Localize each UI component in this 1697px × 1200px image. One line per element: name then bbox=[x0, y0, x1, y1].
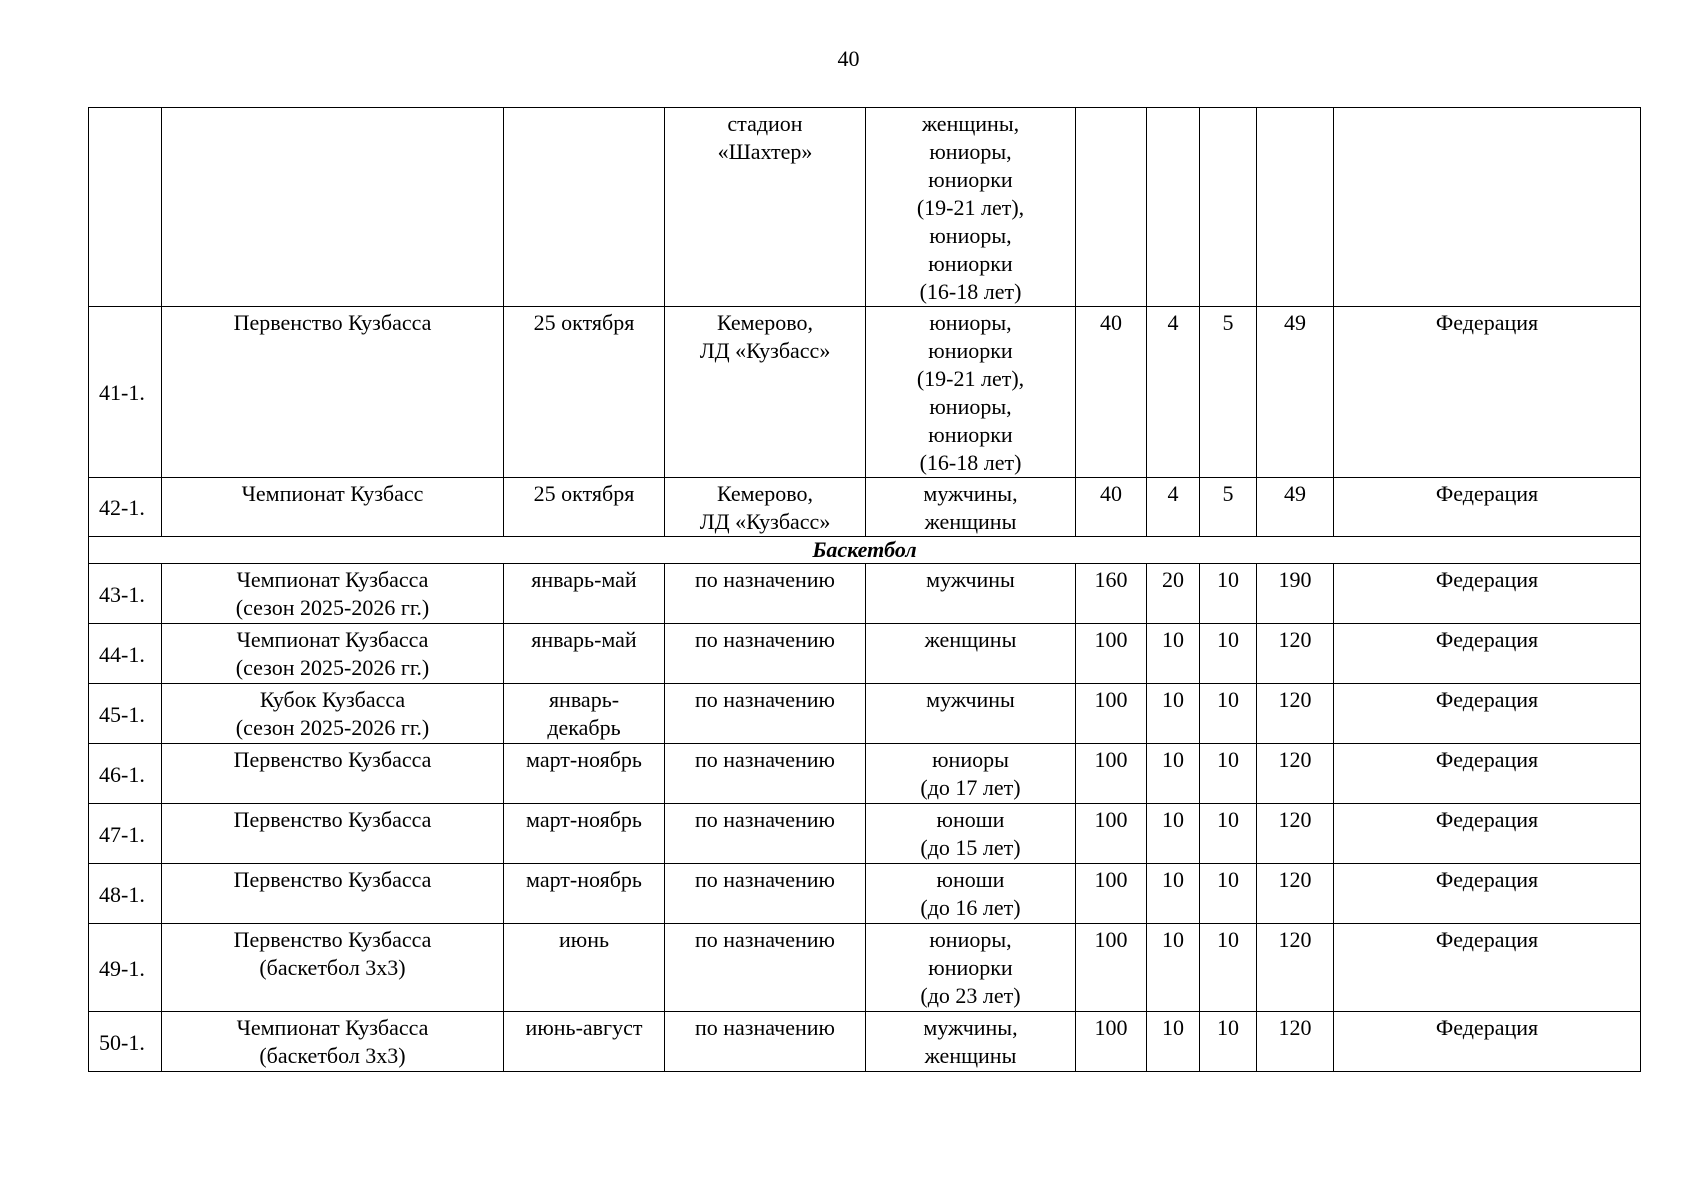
event-place-line: ЛД «Кузбасс» bbox=[699, 338, 831, 363]
event-participants bbox=[866, 804, 1076, 864]
event-date-line: январь- bbox=[548, 687, 620, 712]
count-total: 120 bbox=[1257, 744, 1334, 804]
event-name-line: Первенство Кузбасса bbox=[233, 807, 432, 832]
event-date bbox=[504, 804, 665, 864]
event-participants-line: юниорки bbox=[928, 167, 1013, 192]
count-coaches: 10 bbox=[1147, 624, 1200, 684]
event-date bbox=[504, 744, 665, 804]
event-name bbox=[162, 108, 504, 307]
count-judges: 10 bbox=[1200, 804, 1257, 864]
event-date-line: март-ноябрь bbox=[526, 747, 642, 772]
row-number: 50-1. bbox=[89, 1012, 162, 1072]
event-place bbox=[665, 1012, 866, 1072]
event-place bbox=[665, 804, 866, 864]
count-judges: 10 bbox=[1200, 864, 1257, 924]
count-total: 120 bbox=[1257, 624, 1334, 684]
event-participants-line: (до 23 лет) bbox=[920, 983, 1021, 1008]
count-judges: 10 bbox=[1200, 924, 1257, 1012]
count-judges bbox=[1200, 108, 1257, 307]
count-total: 49 bbox=[1257, 478, 1334, 537]
event-place-line: по назначению bbox=[695, 807, 835, 832]
event-date-line: январь-май bbox=[531, 567, 637, 592]
count-coaches: 4 bbox=[1147, 478, 1200, 537]
event-name-line: (сезон 2025-2026 гг.) bbox=[235, 595, 430, 620]
section-title: Баскетбол bbox=[89, 537, 1641, 564]
count-coaches: 10 bbox=[1147, 1012, 1200, 1072]
event-place-line: по назначению bbox=[695, 1015, 835, 1040]
event-participants-line: юниоры, bbox=[929, 223, 1012, 248]
event-place bbox=[665, 478, 866, 537]
event-date-line: январь-май bbox=[531, 627, 637, 652]
event-name bbox=[162, 684, 504, 744]
count-athletes: 160 bbox=[1076, 564, 1147, 624]
event-name-line: Первенство Кузбасса bbox=[233, 927, 432, 952]
event-name-line: Первенство Кузбасса bbox=[233, 310, 432, 335]
count-total: 120 bbox=[1257, 864, 1334, 924]
count-judges: 10 bbox=[1200, 624, 1257, 684]
event-date bbox=[504, 1012, 665, 1072]
count-total: 120 bbox=[1257, 1012, 1334, 1072]
event-place-line: по назначению bbox=[695, 747, 835, 772]
event-participants-line: мужчины bbox=[926, 687, 1015, 712]
event-participants-line: (16-18 лет) bbox=[919, 450, 1022, 475]
event-participants bbox=[866, 108, 1076, 307]
event-place-line: по назначению bbox=[695, 927, 835, 952]
event-organizer: Федерация bbox=[1334, 1012, 1641, 1072]
event-participants-line: женщины bbox=[924, 509, 1017, 534]
count-coaches: 10 bbox=[1147, 924, 1200, 1012]
event-name-line: Кубок Кузбасса bbox=[259, 687, 406, 712]
event-place bbox=[665, 108, 866, 307]
event-name bbox=[162, 924, 504, 1012]
event-organizer: Федерация bbox=[1334, 564, 1641, 624]
count-athletes: 40 bbox=[1076, 307, 1147, 478]
event-place-line: ЛД «Кузбасс» bbox=[699, 509, 831, 534]
event-participants-line: юниоры, bbox=[929, 394, 1012, 419]
event-participants-line: юниоры, bbox=[929, 310, 1012, 335]
table-row bbox=[89, 864, 1641, 924]
event-date bbox=[504, 624, 665, 684]
event-participants-line: юниоры, bbox=[929, 139, 1012, 164]
event-place-line: Кемерово, bbox=[716, 481, 814, 506]
table-row bbox=[89, 1012, 1641, 1072]
event-date-line: март-ноябрь bbox=[526, 807, 642, 832]
count-coaches: 4 bbox=[1147, 307, 1200, 478]
row-number: 49-1. bbox=[89, 924, 162, 1012]
event-name bbox=[162, 804, 504, 864]
event-participants-line: юниорки bbox=[928, 955, 1013, 980]
event-date-line: 25 октября bbox=[533, 310, 635, 335]
row-number: 42-1. bbox=[89, 478, 162, 537]
event-organizer: Федерация bbox=[1334, 684, 1641, 744]
event-name-line: (сезон 2025-2026 гг.) bbox=[235, 715, 430, 740]
event-participants-line: (19-21 лет), bbox=[916, 366, 1025, 391]
event-name-line: Первенство Кузбасса bbox=[233, 747, 432, 772]
event-place bbox=[665, 684, 866, 744]
event-name bbox=[162, 1012, 504, 1072]
event-participants bbox=[866, 924, 1076, 1012]
event-participants bbox=[866, 864, 1076, 924]
event-place-line: стадион bbox=[727, 111, 803, 136]
count-judges: 10 bbox=[1200, 1012, 1257, 1072]
count-judges: 10 bbox=[1200, 684, 1257, 744]
event-date bbox=[504, 924, 665, 1012]
event-name bbox=[162, 744, 504, 804]
event-place-line: Кемерово, bbox=[716, 310, 814, 335]
event-date bbox=[504, 864, 665, 924]
event-participants-line: (16-18 лет) bbox=[919, 279, 1022, 304]
event-participants bbox=[866, 307, 1076, 478]
row-number bbox=[89, 108, 162, 307]
event-name bbox=[162, 624, 504, 684]
event-date-line: июнь-август bbox=[525, 1015, 643, 1040]
event-participants bbox=[866, 624, 1076, 684]
event-organizer: Федерация bbox=[1334, 804, 1641, 864]
event-date bbox=[504, 684, 665, 744]
event-participants-line: (до 16 лет) bbox=[920, 895, 1021, 920]
count-judges: 5 bbox=[1200, 478, 1257, 537]
section-basketball bbox=[89, 537, 1641, 564]
event-organizer: Федерация bbox=[1334, 307, 1641, 478]
count-total: 49 bbox=[1257, 307, 1334, 478]
event-name-line: (баскетбол 3х3) bbox=[259, 955, 406, 980]
count-coaches: 20 bbox=[1147, 564, 1200, 624]
event-name-line: Чемпионат Кузбасса bbox=[236, 627, 429, 652]
event-place bbox=[665, 624, 866, 684]
event-participants-line: юниоры bbox=[932, 747, 1009, 772]
event-name-line: (баскетбол 3х3) bbox=[259, 1043, 406, 1068]
table-body-lower bbox=[89, 564, 1641, 1072]
event-name-line: (сезон 2025-2026 гг.) bbox=[235, 655, 430, 680]
count-athletes: 40 bbox=[1076, 478, 1147, 537]
event-date-line: июнь bbox=[558, 927, 609, 952]
event-date bbox=[504, 307, 665, 478]
table-row bbox=[89, 684, 1641, 744]
page-number: 40 bbox=[837, 46, 860, 71]
event-name-line: Чемпионат Кузбасса bbox=[236, 567, 429, 592]
event-organizer: Федерация bbox=[1334, 744, 1641, 804]
event-participants-line: (19-21 лет), bbox=[916, 195, 1025, 220]
count-athletes: 100 bbox=[1076, 1012, 1147, 1072]
count-total: 190 bbox=[1257, 564, 1334, 624]
event-participants bbox=[866, 684, 1076, 744]
count-coaches: 10 bbox=[1147, 684, 1200, 744]
row-number: 44-1. bbox=[89, 624, 162, 684]
event-organizer: Федерация bbox=[1334, 624, 1641, 684]
event-place-line: по назначению bbox=[695, 687, 835, 712]
count-athletes: 100 bbox=[1076, 744, 1147, 804]
count-coaches: 10 bbox=[1147, 864, 1200, 924]
event-date-line: 25 октября bbox=[533, 481, 635, 506]
event-participants bbox=[866, 478, 1076, 537]
row-number: 47-1. bbox=[89, 804, 162, 864]
table-row bbox=[89, 564, 1641, 624]
event-place bbox=[665, 744, 866, 804]
event-name bbox=[162, 564, 504, 624]
table-row bbox=[89, 924, 1641, 1012]
count-judges: 10 bbox=[1200, 744, 1257, 804]
event-participants-line: юниорки bbox=[928, 338, 1013, 363]
row-number: 45-1. bbox=[89, 684, 162, 744]
row-number: 41-1. bbox=[89, 307, 162, 478]
event-place bbox=[665, 924, 866, 1012]
count-judges: 5 bbox=[1200, 307, 1257, 478]
count-total: 120 bbox=[1257, 804, 1334, 864]
event-date bbox=[504, 564, 665, 624]
event-participants-line: мужчины, bbox=[923, 1015, 1018, 1040]
count-athletes: 100 bbox=[1076, 624, 1147, 684]
event-place bbox=[665, 864, 866, 924]
count-coaches bbox=[1147, 108, 1200, 307]
event-name bbox=[162, 864, 504, 924]
event-organizer: Федерация bbox=[1334, 924, 1641, 1012]
event-place-line: по назначению bbox=[695, 567, 835, 592]
count-total: 120 bbox=[1257, 924, 1334, 1012]
count-total: 120 bbox=[1257, 684, 1334, 744]
count-athletes: 100 bbox=[1076, 684, 1147, 744]
event-name bbox=[162, 307, 504, 478]
event-date-line: декабрь bbox=[547, 715, 621, 740]
event-participants bbox=[866, 1012, 1076, 1072]
event-participants-line: юниоры, bbox=[929, 927, 1012, 952]
event-participants-line: юноши bbox=[936, 867, 1005, 892]
count-athletes bbox=[1076, 108, 1147, 307]
event-participants-line: женщины bbox=[924, 1043, 1017, 1068]
event-organizer: Федерация bbox=[1334, 864, 1641, 924]
event-participants-line: (до 17 лет) bbox=[920, 775, 1021, 800]
event-participants bbox=[866, 564, 1076, 624]
event-place-line: по назначению bbox=[695, 867, 835, 892]
event-name-line: Чемпионат Кузбасса bbox=[236, 1015, 429, 1040]
event-place bbox=[665, 307, 866, 478]
count-judges: 10 bbox=[1200, 564, 1257, 624]
event-participants-line: женщины, bbox=[921, 111, 1020, 136]
table-row bbox=[89, 744, 1641, 804]
event-participants-line: юниорки bbox=[928, 422, 1013, 447]
events-table bbox=[88, 107, 1641, 1072]
event-participants bbox=[866, 744, 1076, 804]
section-row bbox=[89, 537, 1641, 564]
event-name bbox=[162, 478, 504, 537]
event-participants-line: юноши bbox=[936, 807, 1005, 832]
event-date bbox=[504, 108, 665, 307]
table-row bbox=[89, 307, 1641, 478]
table-row bbox=[89, 108, 1641, 307]
event-place-line: «Шахтер» bbox=[717, 139, 813, 164]
event-date bbox=[504, 478, 665, 537]
table-row bbox=[89, 478, 1641, 537]
event-place-line: по назначению bbox=[695, 627, 835, 652]
table-row bbox=[89, 624, 1641, 684]
event-place bbox=[665, 564, 866, 624]
count-coaches: 10 bbox=[1147, 744, 1200, 804]
count-athletes: 100 bbox=[1076, 924, 1147, 1012]
row-number: 48-1. bbox=[89, 864, 162, 924]
count-total bbox=[1257, 108, 1334, 307]
row-number: 43-1. bbox=[89, 564, 162, 624]
event-participants-line: (до 15 лет) bbox=[920, 835, 1021, 860]
count-coaches: 10 bbox=[1147, 804, 1200, 864]
table-body-upper bbox=[89, 108, 1641, 537]
event-name-line: Первенство Кузбасса bbox=[233, 867, 432, 892]
event-organizer bbox=[1334, 108, 1641, 307]
count-athletes: 100 bbox=[1076, 864, 1147, 924]
event-organizer: Федерация bbox=[1334, 478, 1641, 537]
event-participants-line: юниорки bbox=[928, 251, 1013, 276]
event-participants-line: женщины bbox=[924, 627, 1017, 652]
event-date-line: март-ноябрь bbox=[526, 867, 642, 892]
event-name-line: Чемпионат Кузбасс bbox=[241, 481, 424, 506]
event-participants-line: мужчины bbox=[926, 567, 1015, 592]
row-number: 46-1. bbox=[89, 744, 162, 804]
table-row bbox=[89, 804, 1641, 864]
event-participants-line: мужчины, bbox=[923, 481, 1018, 506]
count-athletes: 100 bbox=[1076, 804, 1147, 864]
